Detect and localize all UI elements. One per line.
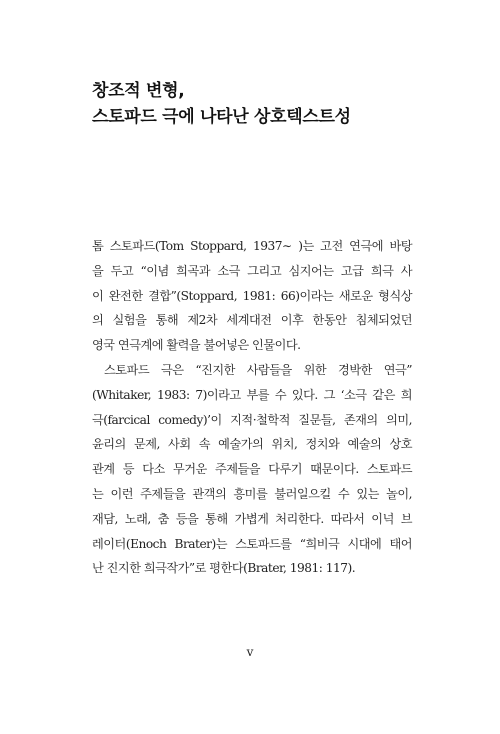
body-text	[92, 234, 412, 581]
text-line: 영국 연극계에 활력을 불어넣은 인물이다.	[92, 338, 301, 353]
text-line: 스토파드 극은 “진지한 사람들을 위한 경박한 연극”	[104, 362, 412, 377]
text-line: 을 두고 “이념 희곡과 소극 그리고 심지어는 고급 희극 사	[92, 263, 412, 278]
text-line: 레이터(Enoch Brater)는 스토파드를 “희비극 시대에 태어	[92, 536, 412, 551]
text-line: 난 진지한 희극작가”로 평한다(Brater, 1981: 117).	[92, 561, 356, 576]
text-line: 는 이런 주제들을 관객의 흥미를 불러일으킬 수 있는 놀이,	[92, 486, 412, 501]
text-line: 재담, 노래, 춤 등을 통해 가볍게 처리한다. 따라서 이넉 브	[92, 511, 412, 526]
text-line: (Whitaker, 1983: 7)이라고 부를 수 있다. 그 ‘소극 같은 희	[92, 387, 412, 402]
page-number: v	[246, 645, 254, 659]
text-line: 톰 스토파드(Tom Stoppard, 1937∼ )는 고전 연극에 바탕	[92, 239, 412, 253]
text-line: 의 실험을 통해 제2차 세계대전 이후 한동안 침체되었던	[92, 313, 412, 328]
text-line: 이 완전한 결합”(Stoppard, 1981: 66)이라는 새로운 형식상	[92, 288, 412, 303]
chapter-title	[92, 78, 351, 130]
paragraph-1	[92, 234, 412, 358]
chapter-title-line-2: 스토파드 극에 나타난 상호텍스트성	[92, 107, 351, 127]
chapter-title-line-1: 창조적 변형,	[92, 81, 185, 101]
text-line: 극(farcical comedy)’이 지적·철학적 질문들, 존재의 의미,	[92, 412, 412, 427]
text-line: 관계 등 다소 무거운 주제들을 다루기 때문이다. 스토파드	[92, 462, 412, 477]
text-line: 윤리의 문제, 사회 속 예술가의 위치, 정치와 예술의 상호	[92, 437, 412, 452]
paragraph-2	[92, 358, 412, 581]
